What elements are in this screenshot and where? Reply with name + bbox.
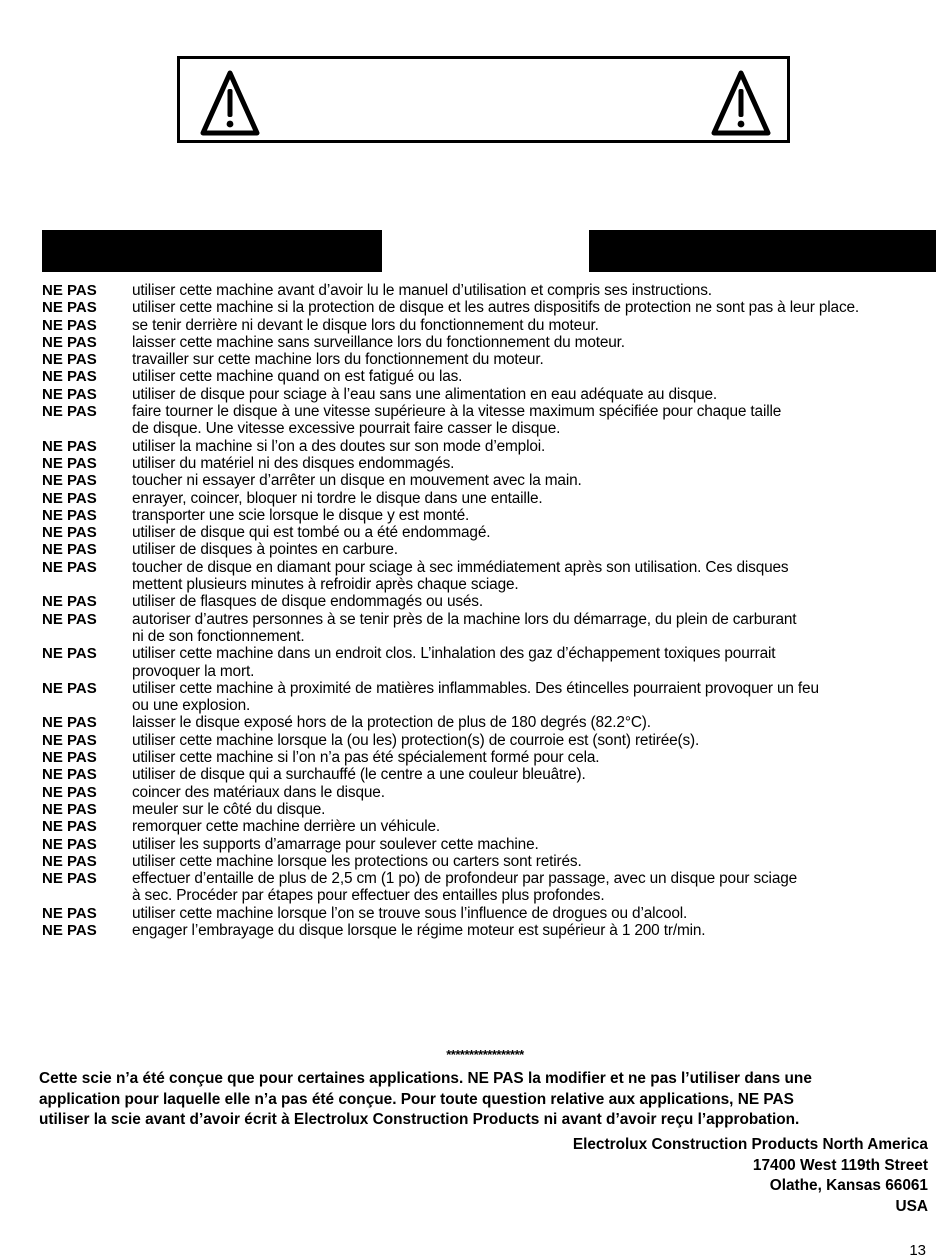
- rule-label: NE PAS: [42, 454, 97, 472]
- company-name: Electrolux Construction Products North America: [572, 1136, 928, 1153]
- rule-text: transporter une scie lorsque le disque y est monté.: [132, 506, 470, 524]
- rule-label: NE PAS: [42, 403, 97, 421]
- safety-rule: [42, 836, 942, 853]
- safety-rule: [42, 351, 942, 368]
- rule-text: toucher ni essayer d’arrêter un disque en mouvement avec la main.: [132, 472, 582, 490]
- rule-label: NE PAS: [42, 351, 97, 369]
- safety-rule: [42, 386, 942, 403]
- rule-text: se tenir derrière ni devant le disque lors du fonctionnement du moteur.: [132, 316, 599, 334]
- warning-box: [177, 56, 790, 143]
- rule-label: NE PAS: [42, 437, 97, 455]
- country: USA: [895, 1197, 928, 1215]
- rule-label: NE PAS: [42, 835, 97, 853]
- rule-text: enrayer, coincer, bloquer ni tordre le disque dans une entaille.: [132, 489, 543, 507]
- rule-text: laisser le disque exposé hors de la protection de plus de 180 degrés (82.2°C).: [132, 714, 651, 732]
- safety-rule: [42, 282, 942, 299]
- rule-label: NE PAS: [42, 558, 97, 576]
- safety-rule: [42, 714, 942, 731]
- safety-rule: [42, 507, 942, 524]
- street-address: 17400 West 119th Street: [752, 1156, 928, 1174]
- safety-rule: [42, 853, 942, 870]
- rule-text: utiliser cette machine si la protection de disque et les autres dispositifs de protection ne sont pas à leur place.: [132, 299, 860, 317]
- safety-rule: [42, 403, 942, 438]
- rule-label: NE PAS: [42, 385, 97, 403]
- safety-rule: [42, 559, 942, 594]
- rule-label: NE PAS: [42, 904, 97, 922]
- rule-label: NE PAS: [42, 541, 97, 559]
- safety-rule: [42, 922, 942, 939]
- rule-text: utiliser cette machine dans un endroit clos. L’inhalation des gaz d’échappement toxiques pourrait provoquer la mort.: [132, 645, 776, 680]
- safety-rule: [42, 490, 942, 507]
- rule-text: utiliser de disque pour sciage à l’eau sans une alimentation en eau adéquate au disque.: [132, 385, 718, 403]
- safety-rule: [42, 334, 942, 351]
- safety-rule: [42, 732, 942, 749]
- safety-rule: [42, 801, 942, 818]
- rule-label: NE PAS: [42, 818, 97, 836]
- rule-label: NE PAS: [42, 645, 97, 663]
- rule-label: NE PAS: [42, 282, 97, 299]
- rule-text: utiliser de disque qui est tombé ou a été endommagé.: [132, 524, 491, 542]
- rule-text: utiliser cette machine si l’on n’a pas été spécialement formé pour cela.: [132, 749, 600, 767]
- city-state-zip: Olathe, Kansas 66061: [769, 1177, 928, 1194]
- rule-label: NE PAS: [42, 679, 97, 697]
- rule-text: utiliser de flasques de disque endommagés ou usés.: [132, 593, 483, 611]
- safety-rules-list: [42, 282, 942, 939]
- warning-triangle-icon: [199, 69, 261, 139]
- application-notice: Cette scie n’a été conçue que pour certaines applications. NE PAS la modifier et ne pas l’utiliser dans une application pour laquelle elle n’a pas été conçue. Pour toute question relative aux applications, NE PAS utiliser la scie avant d’avoir écrit à Electrolux Construction Products ni avant d’avoir reçu l’approbation.: [39, 1070, 812, 1128]
- safety-rule: [42, 766, 942, 783]
- rule-text: engager l’embrayage du disque lorsque le régime moteur est supérieur à 1 200 tr/min.: [132, 921, 706, 939]
- company-address: [573, 1135, 928, 1217]
- safety-rule: [42, 905, 942, 922]
- rule-text: utiliser cette machine lorsque l’on se trouve sous l’influence de drogues ou d’alcool.: [132, 904, 688, 922]
- rule-text: utiliser la machine si l’on a des doutes sur son mode d’emploi.: [132, 437, 546, 455]
- rule-label: NE PAS: [42, 766, 97, 784]
- rule-label: NE PAS: [42, 610, 97, 628]
- safety-rule: [42, 438, 942, 455]
- safety-rule: [42, 680, 942, 715]
- rule-text: utiliser les supports d’amarrage pour soulever cette machine.: [132, 835, 539, 853]
- rule-label: NE PAS: [42, 368, 97, 386]
- safety-rule: [42, 870, 942, 905]
- rule-label: NE PAS: [42, 870, 97, 888]
- safety-rule: [42, 818, 942, 835]
- rule-label: NE PAS: [42, 472, 97, 490]
- warning-triangle-icon: [710, 69, 772, 139]
- rule-text: autoriser d’autres personnes à se tenir près de la machine lors du démarrage, du plein de carburant ni de son fonctionnement.: [132, 610, 797, 645]
- rule-label: NE PAS: [42, 731, 97, 749]
- safety-rule: [42, 472, 942, 489]
- rule-text: utiliser du matériel ni des disques endommagés.: [132, 454, 455, 472]
- rule-text: utiliser cette machine à proximité de matières inflammables. Des étincelles pourraient provoquer un feu ou une explosion.: [132, 679, 819, 715]
- header-bar-right: [589, 230, 936, 272]
- rule-text: travailler sur cette machine lors du fonctionnement du moteur.: [132, 351, 544, 369]
- safety-rule: [42, 317, 942, 334]
- safety-rule: [42, 541, 942, 558]
- rule-text: remorquer cette machine derrière un véhicule.: [132, 818, 441, 836]
- rule-label: NE PAS: [42, 783, 97, 801]
- safety-rule: [42, 645, 942, 680]
- rule-text: utiliser cette machine lorsque la (ou les) protection(s) de courroie est (sont) retirée(s).: [132, 731, 700, 749]
- rule-text: coincer des matériaux dans le disque.: [132, 783, 385, 801]
- header-bar-left: [42, 230, 382, 272]
- page-number: 13: [909, 1242, 926, 1259]
- rule-label: NE PAS: [42, 921, 97, 939]
- rule-text: faire tourner le disque à une vitesse supérieure à la vitesse maximum spécifiée pour chaque taille de disque. Une vitesse excessive pourrait faire casser le disque.: [132, 403, 782, 438]
- separator: *****************: [446, 1047, 524, 1062]
- rule-text: toucher de disque en diamant pour sciage à sec immédiatement après son utilisation. Ces disques mettent plusieurs minutes à refroidir après chaque sciage.: [132, 558, 789, 594]
- rule-text: meuler sur le côté du disque.: [132, 800, 326, 818]
- rule-text: utiliser cette machine lorsque les protections ou carters sont retirés.: [132, 852, 582, 870]
- rule-label: NE PAS: [42, 489, 97, 507]
- rule-label: NE PAS: [42, 800, 97, 818]
- safety-rule: [42, 749, 942, 766]
- rule-label: NE PAS: [42, 524, 97, 542]
- rule-label: NE PAS: [42, 852, 97, 870]
- rule-label: NE PAS: [42, 506, 97, 524]
- rule-label: NE PAS: [42, 749, 97, 767]
- rule-text: effectuer d’entaille de plus de 2,5 cm (1 po) de profondeur par passage, avec un disque pour sciage à sec. Procéder par étapes pour effectuer des entailles plus profondes.: [132, 870, 798, 905]
- safety-rule: [42, 524, 942, 541]
- rule-label: NE PAS: [42, 333, 97, 351]
- rule-text: utiliser cette machine avant d’avoir lu le manuel d’utilisation et compris ses instructions.: [132, 282, 712, 299]
- rule-text: utiliser de disque qui a surchauffé (le centre a une couleur bleuâtre).: [132, 766, 586, 784]
- safety-rule: [42, 593, 942, 610]
- rule-label: NE PAS: [42, 316, 97, 334]
- safety-rule: [42, 368, 942, 385]
- safety-rule: [42, 455, 942, 472]
- rule-text: laisser cette machine sans surveillance lors du fonctionnement du moteur.: [132, 333, 625, 351]
- safety-rule: [42, 784, 942, 801]
- rule-text: utiliser de disques à pointes en carbure.: [132, 541, 398, 559]
- rule-label: NE PAS: [42, 714, 97, 732]
- rule-label: NE PAS: [42, 299, 97, 317]
- safety-rule: [42, 299, 942, 316]
- rule-text: utiliser cette machine quand on est fatigué ou las.: [132, 368, 463, 386]
- rule-label: NE PAS: [42, 593, 97, 611]
- safety-rule: [42, 611, 942, 646]
